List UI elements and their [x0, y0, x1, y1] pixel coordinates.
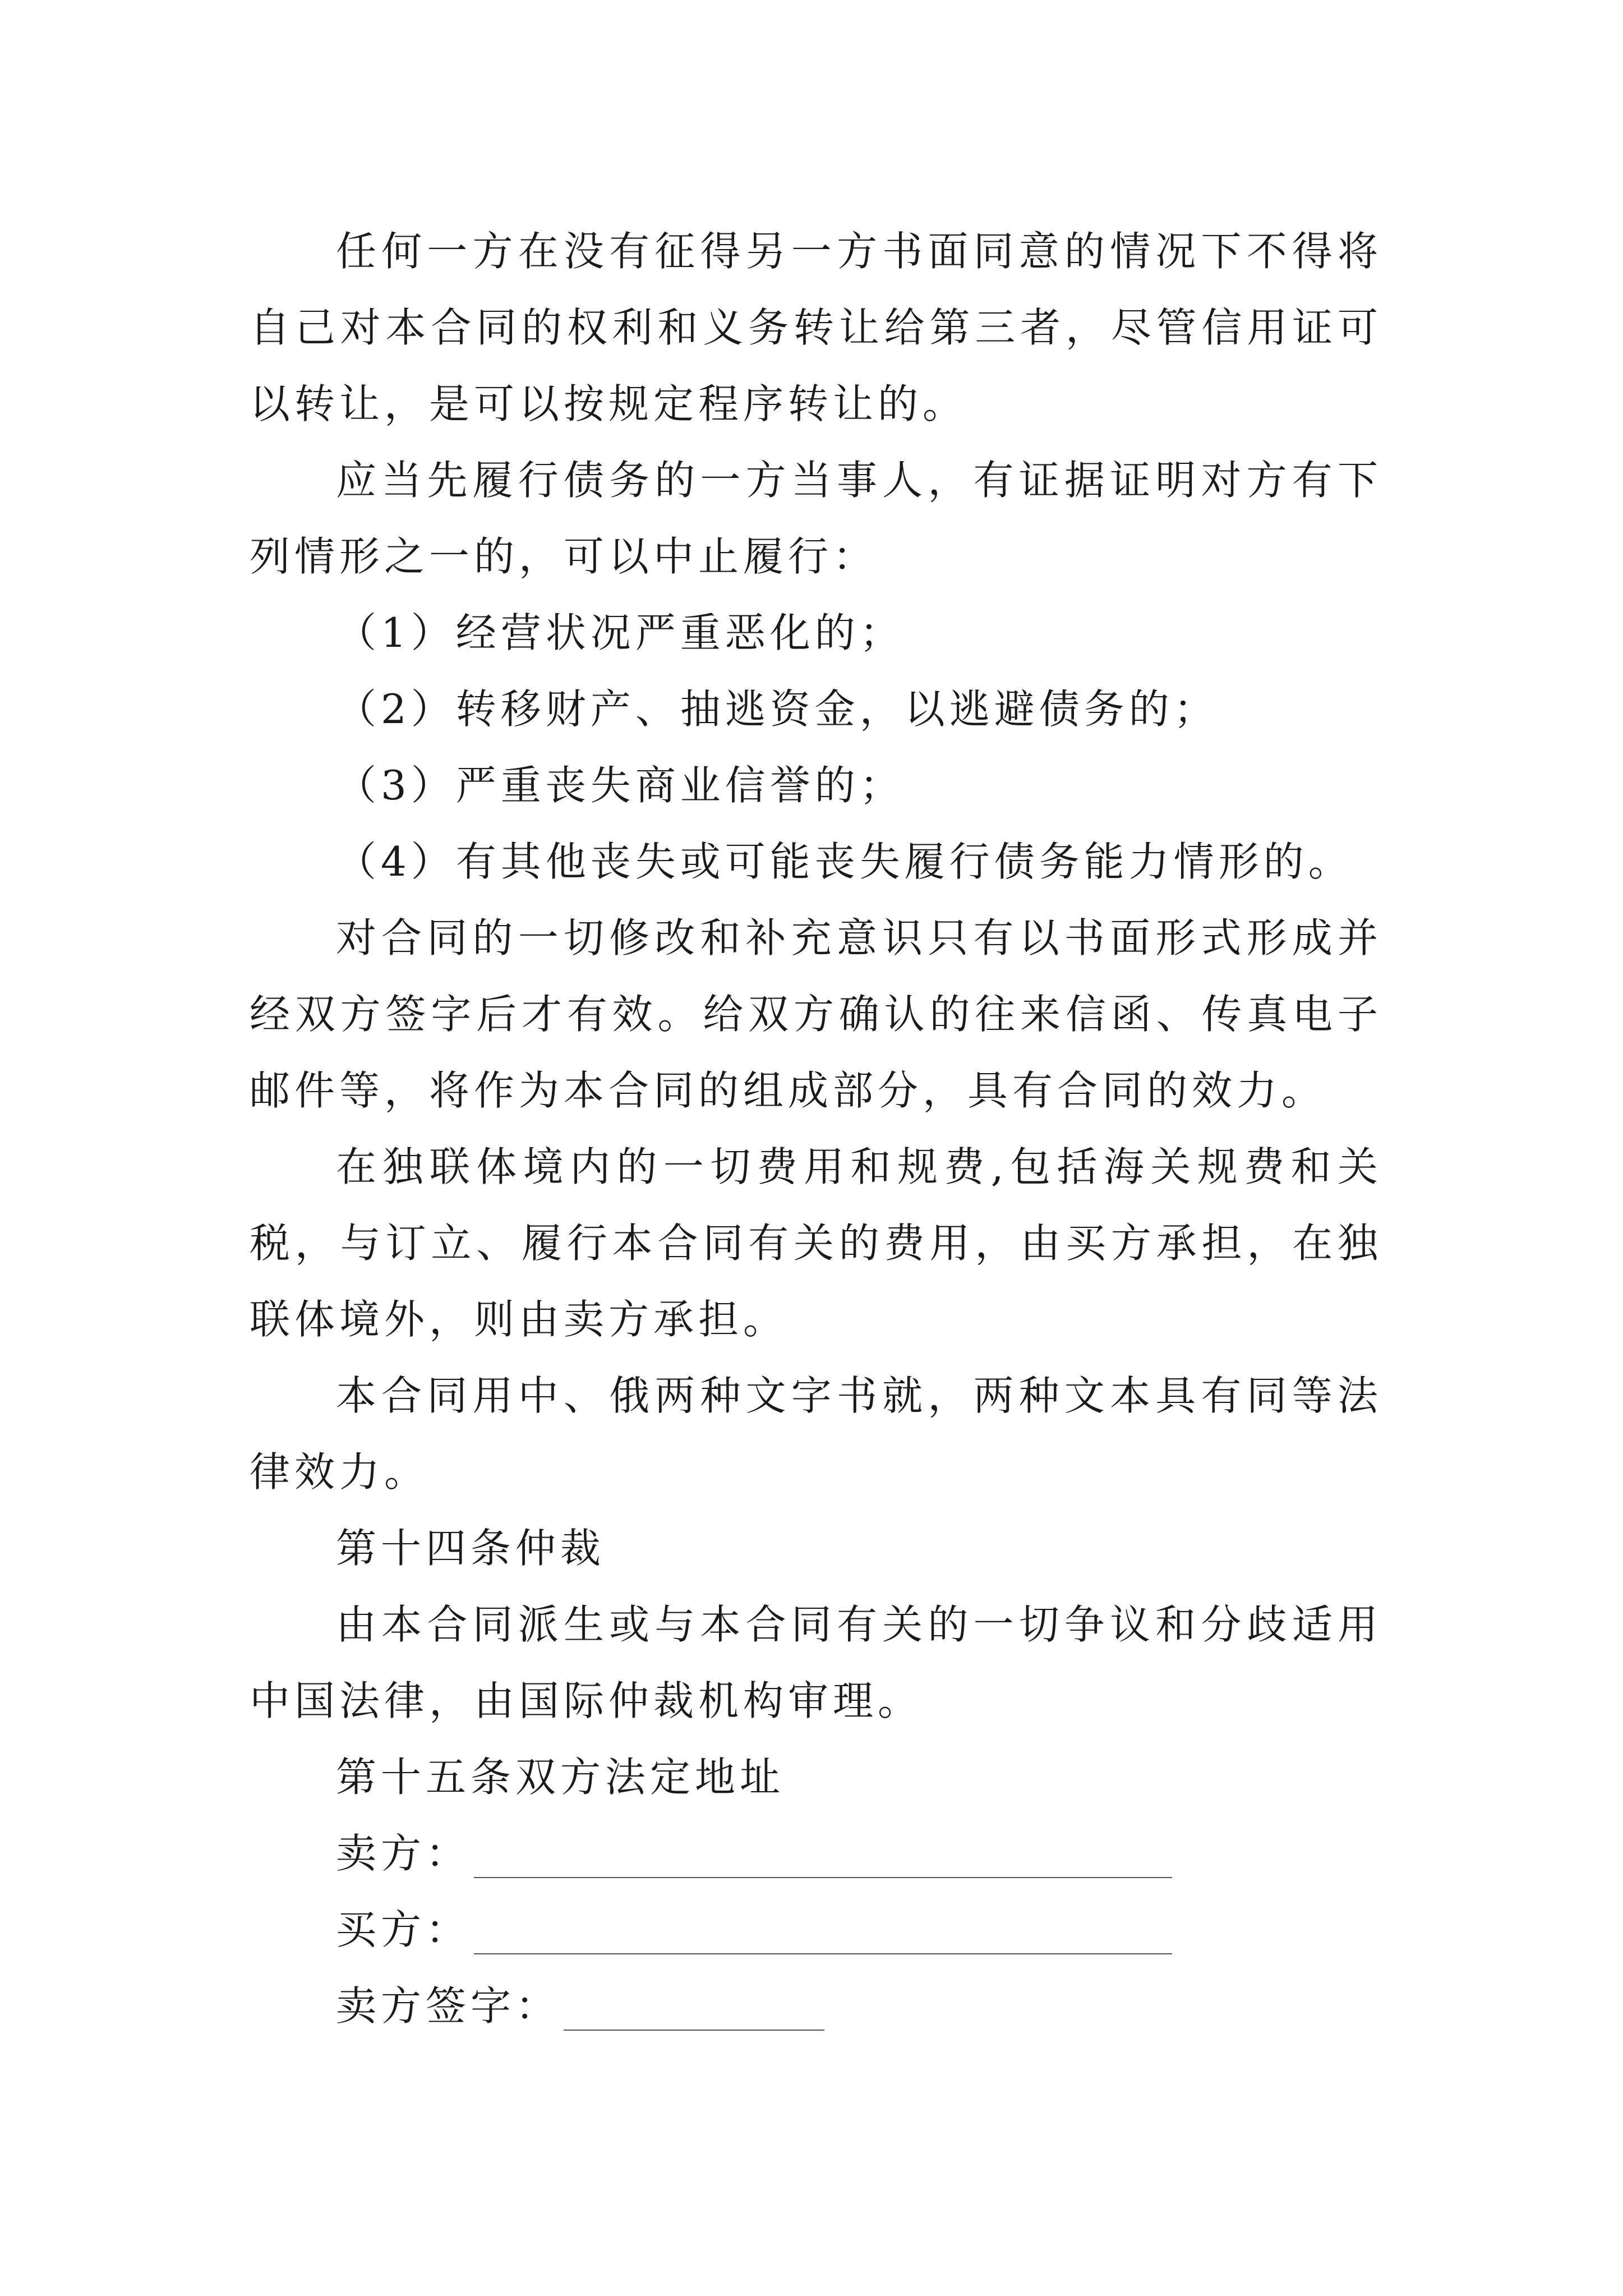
paragraph-fees: 在独联体境内的一切费用和规费,包括海关规费和关税，与订立、履行本合同有关的费用，由买方承担，在独联体境外，则由卖方承担。	[250, 1143, 1382, 1343]
list-item: （1）经营状况严重恶化的；	[336, 609, 905, 656]
paragraph-amendments: 对合同的一切修改和补充意识只有以书面形式形成并经双方签字后才有效。给双方确认的往来信函、传真电子邮件等，将作为本合同的组成部分，具有合同的效力。	[250, 914, 1382, 1114]
list-item: （3）严重丧失商业信誉的；	[336, 762, 905, 809]
seller-signature-blank[interactable]	[564, 1976, 824, 2031]
list-item: （4）有其他丧失或可能丧失履行债务能力情形的。	[336, 838, 1353, 885]
paragraph-assignment: 任何一方在没有征得另一方书面同意的情况下不得将自己对本合同的权利和义务转让给第三者，尽管信用证可以转让，是可以按规定程序转让的。	[250, 228, 1382, 427]
buyer-label: 买方：	[336, 1906, 471, 1953]
document-page	[250, 213, 1382, 2044]
seller-label: 卖方：	[336, 1830, 471, 1877]
seller-signature-field	[250, 1968, 1382, 2044]
seller-address-field	[250, 1815, 1382, 1892]
seller-address-blank[interactable]	[474, 1823, 1172, 1878]
paragraph-languages: 本合同用中、俄两种文字书就，两种文本具有同等法律效力。	[250, 1372, 1382, 1496]
paragraph-suspension: 应当先履行债务的一方当事人，有证据证明对方有下列情形之一的，可以中止履行：	[250, 457, 1382, 580]
paragraph-arbitration: 由本合同派生或与本合同有关的一切争议和分歧适用中国法律，由国际仲裁机构审理。	[250, 1601, 1382, 1724]
article-14-heading: 第十四条仲裁	[336, 1525, 606, 1572]
buyer-address-field	[250, 1892, 1382, 1968]
list-item: （2）转移财产、抽逃资金，以逃避债务的；	[336, 685, 1219, 733]
seller-signature-label: 卖方签字：	[336, 1982, 561, 2030]
buyer-address-blank[interactable]	[474, 1899, 1172, 1954]
article-15-heading: 第十五条双方法定地址	[336, 1754, 785, 1801]
